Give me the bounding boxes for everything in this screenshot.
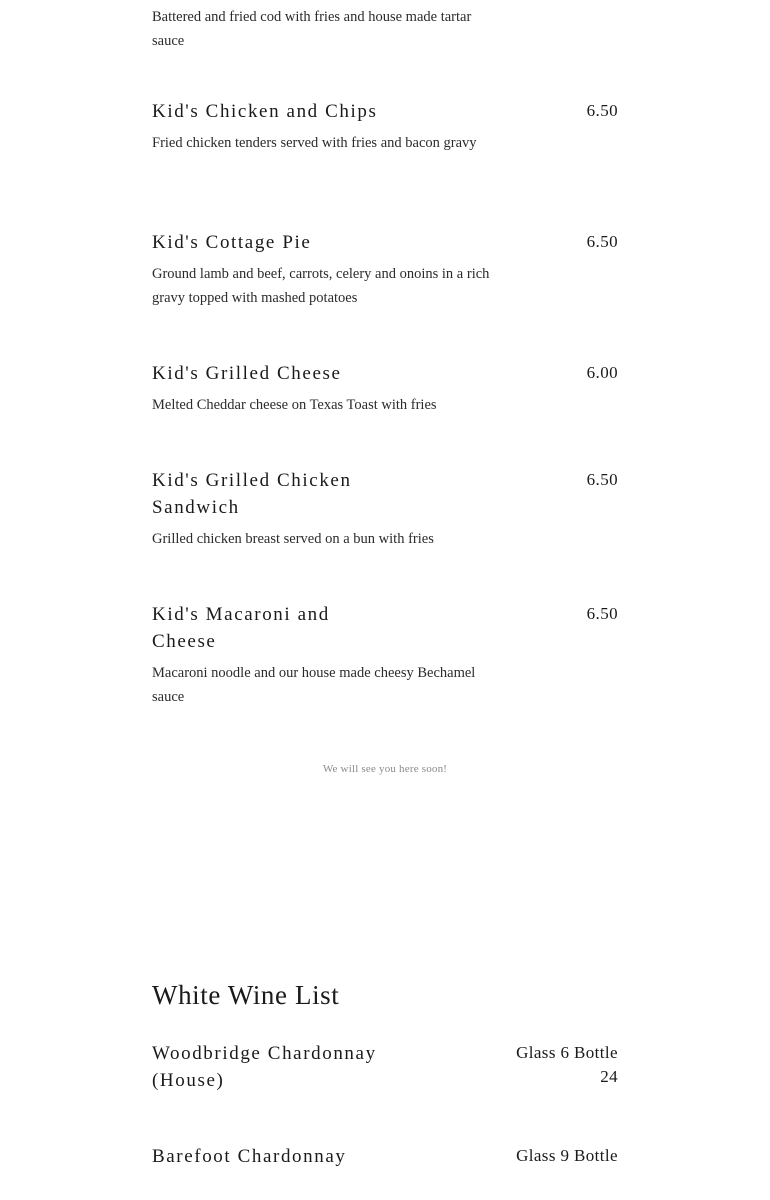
- item-name: Woodbridge Chardonnay (House): [152, 1043, 377, 1091]
- item-name: Kid's Macaroni and Cheese: [152, 604, 330, 652]
- menu-item-kids-cottage-pie: [152, 229, 618, 340]
- item-name: Kid's Cottage Pie: [152, 232, 312, 253]
- item-price: 6.50: [586, 470, 618, 489]
- menu-item-kids-grilled-cheese: [152, 360, 618, 447]
- section-title-white-wine-list: White Wine List: [152, 980, 340, 1010]
- menu-item-kids-macaroni-and-cheese: [152, 601, 618, 739]
- item-description: Melted Cheddar cheese on Texas Toast with fries: [152, 397, 437, 413]
- footer-note: We will see you here soon!: [322, 763, 448, 775]
- menu-item-kids-chicken-and-chips: [152, 98, 618, 185]
- item-price: Glass 9 Bottle: [516, 1146, 618, 1165]
- item-price: 6.50: [586, 232, 618, 251]
- item-price: Glass 6 Bottle 24: [516, 1043, 618, 1086]
- item-description: Macaroni noodle and our house made cheesy Bechamel sauce: [152, 665, 476, 705]
- menu-item-woodbridge-chardonnay: [152, 1040, 618, 1124]
- item-name: Kid's Grilled Chicken Sandwich: [152, 470, 352, 518]
- item-description: Ground lamb and beef, carrots, celery and onoins in a rich gravy topped with mashed potatoes: [152, 266, 490, 306]
- item-price: 6.50: [586, 101, 618, 120]
- item-description: Grilled chicken breast served on a bun with fries: [152, 531, 434, 547]
- item-name: Barefoot Chardonnay: [152, 1146, 347, 1167]
- item-name: Kid's Chicken and Chips: [152, 101, 378, 122]
- menu-item-kids-grilled-chicken-sandwich: [152, 467, 618, 581]
- item-description: Fried chicken tenders served with fries and bacon gravy: [152, 135, 477, 151]
- item-name: Kid's Grilled Cheese: [152, 363, 342, 384]
- item-price: 6.00: [586, 363, 618, 382]
- previous-item-description: Battered and fried cod with fries and house made tartar sauce: [152, 9, 472, 49]
- menu-item-barefoot-chardonnay: [152, 1143, 618, 1200]
- item-price: 6.50: [586, 604, 618, 623]
